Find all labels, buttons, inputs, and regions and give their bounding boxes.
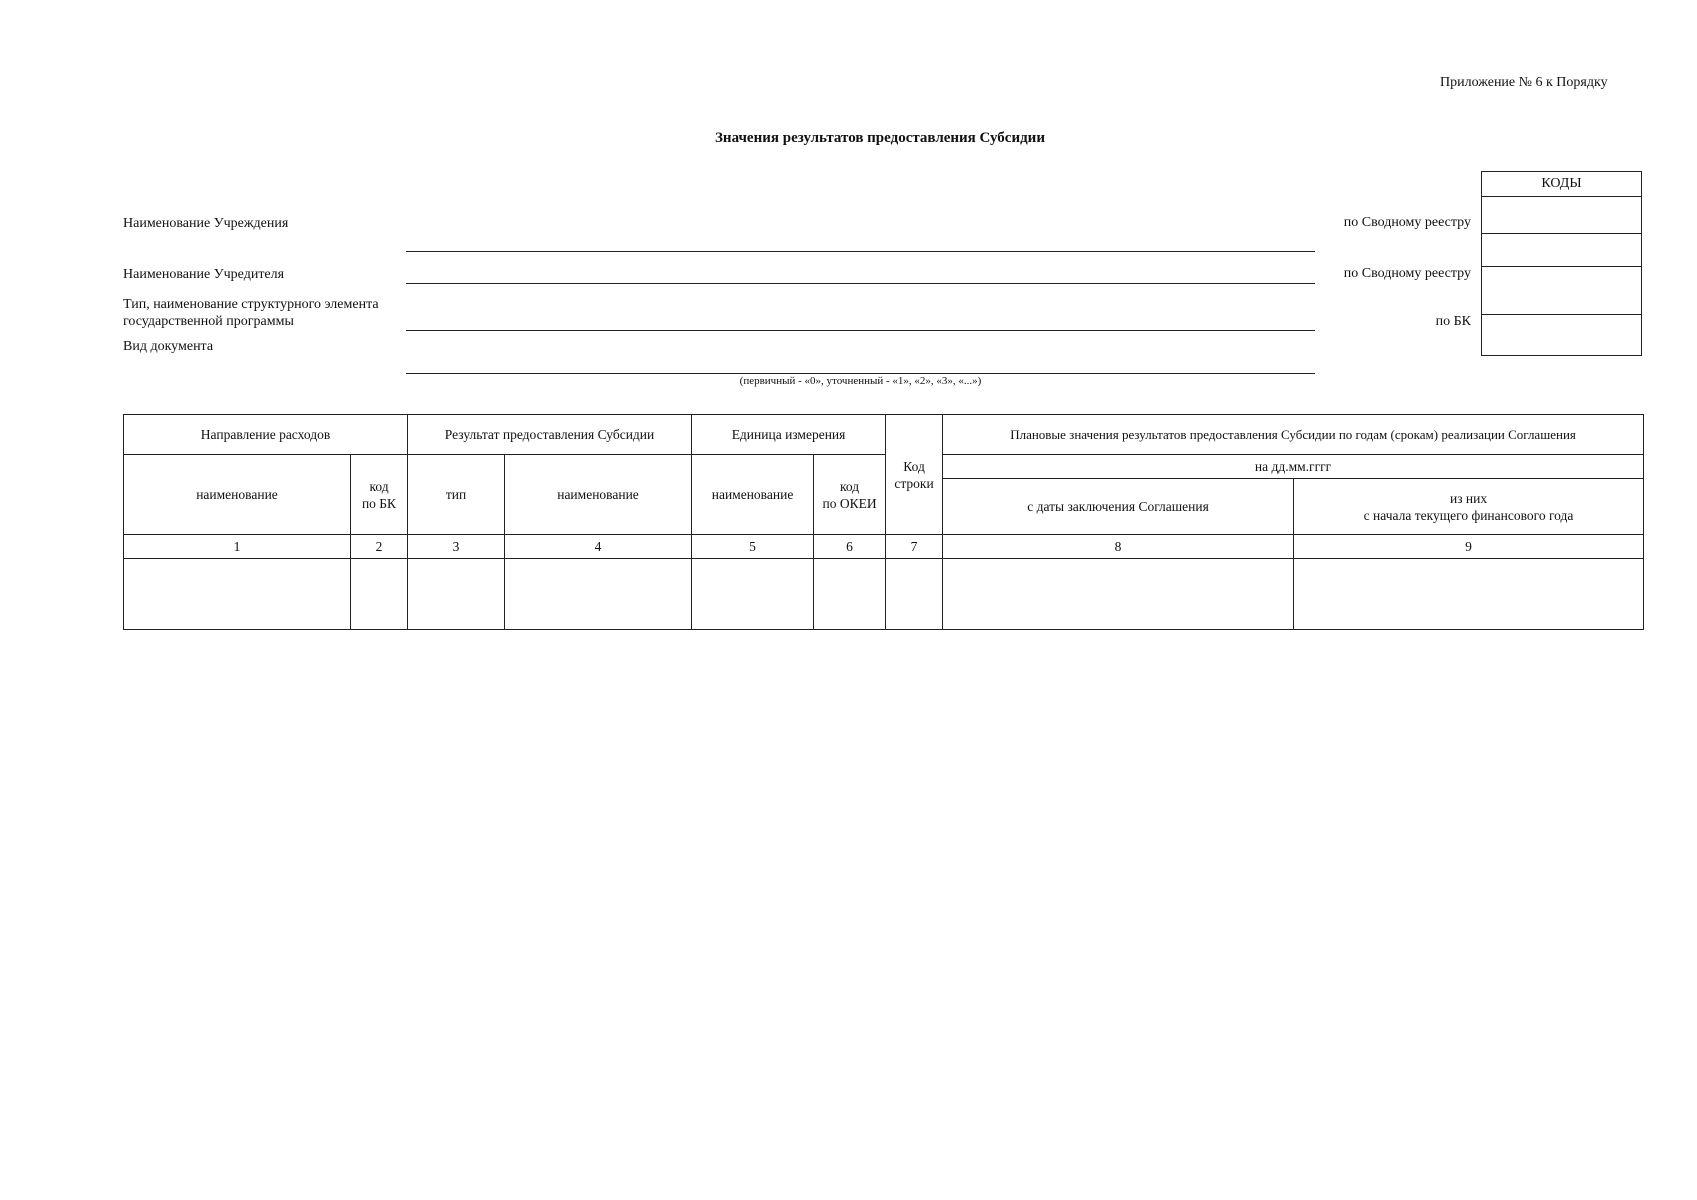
header-row-code: Код строки (886, 415, 943, 535)
appendix-note: Приложение № 6 к Порядку (1440, 75, 1608, 90)
column-number: 3 (408, 535, 505, 559)
subheader-from-agreement: с даты заключения Соглашения (943, 479, 1294, 535)
subheader-unit-name: наименование (692, 455, 814, 535)
header-unit: Единица измерения (692, 415, 886, 455)
column-number: 1 (124, 535, 351, 559)
institution-label: Наименование Учреждения (123, 216, 289, 231)
registry-label-2: по Сводному реестру (1343, 266, 1471, 281)
code-cell-institution-registry[interactable] (1482, 197, 1642, 234)
data-cell[interactable] (943, 559, 1294, 630)
program-label: Тип, наименование структурного элемента государственной программы (123, 297, 379, 329)
data-cell[interactable] (814, 559, 886, 630)
data-cell[interactable] (886, 559, 943, 630)
code-cell-empty[interactable] (1482, 234, 1642, 267)
bk-label: по БК (1435, 314, 1471, 329)
results-table (123, 414, 1644, 630)
registry-label-1: по Сводному реестру (1343, 215, 1471, 230)
header-expense-direction: Направление расходов (124, 415, 408, 455)
program-field[interactable] (406, 330, 1315, 331)
doc-type-field[interactable] (406, 373, 1315, 374)
subheader-expense-name: наименование (124, 455, 351, 535)
code-cell-founder-registry[interactable] (1482, 267, 1642, 315)
subheader-result-name: наименование (505, 455, 692, 535)
institution-field[interactable] (406, 251, 1315, 252)
codes-table (1481, 171, 1642, 356)
data-cell[interactable] (692, 559, 814, 630)
founder-label: Наименование Учредителя (123, 267, 285, 282)
subheader-date: на дд.мм.гггг (943, 455, 1644, 479)
subheader-result-type: тип (408, 455, 505, 535)
column-number: 4 (505, 535, 692, 559)
header-subsidy-result: Результат предоставления Субсидии (408, 415, 692, 455)
column-number: 7 (886, 535, 943, 559)
subheader-bk-code: код по БК (351, 455, 408, 535)
codes-header: КОДЫ (1482, 172, 1642, 197)
doc-type-label: Вид документа (123, 339, 214, 354)
data-cell[interactable] (1294, 559, 1644, 630)
data-cell[interactable] (124, 559, 351, 630)
doc-type-hint: (первичный - «0», уточненный - «1», «2», «3», «...») (739, 375, 982, 387)
column-number: 9 (1294, 535, 1644, 559)
column-number: 8 (943, 535, 1294, 559)
founder-field[interactable] (406, 283, 1315, 284)
page-title: Значения результатов предоставления Субсидии (715, 130, 1045, 146)
header-planned-values: Плановые значения результатов предоставления Субсидии по годам (срокам) реализации Соглашения (943, 415, 1644, 455)
column-number: 5 (692, 535, 814, 559)
column-number: 6 (814, 535, 886, 559)
column-number: 2 (351, 535, 408, 559)
data-cell[interactable] (351, 559, 408, 630)
data-cell[interactable] (408, 559, 505, 630)
subheader-from-year: из них с начала текущего финансового года (1294, 479, 1644, 535)
subheader-okei-code: код по ОКЕИ (814, 455, 886, 535)
table-row (124, 559, 1644, 630)
code-cell-bk[interactable] (1482, 315, 1642, 356)
data-cell[interactable] (505, 559, 692, 630)
